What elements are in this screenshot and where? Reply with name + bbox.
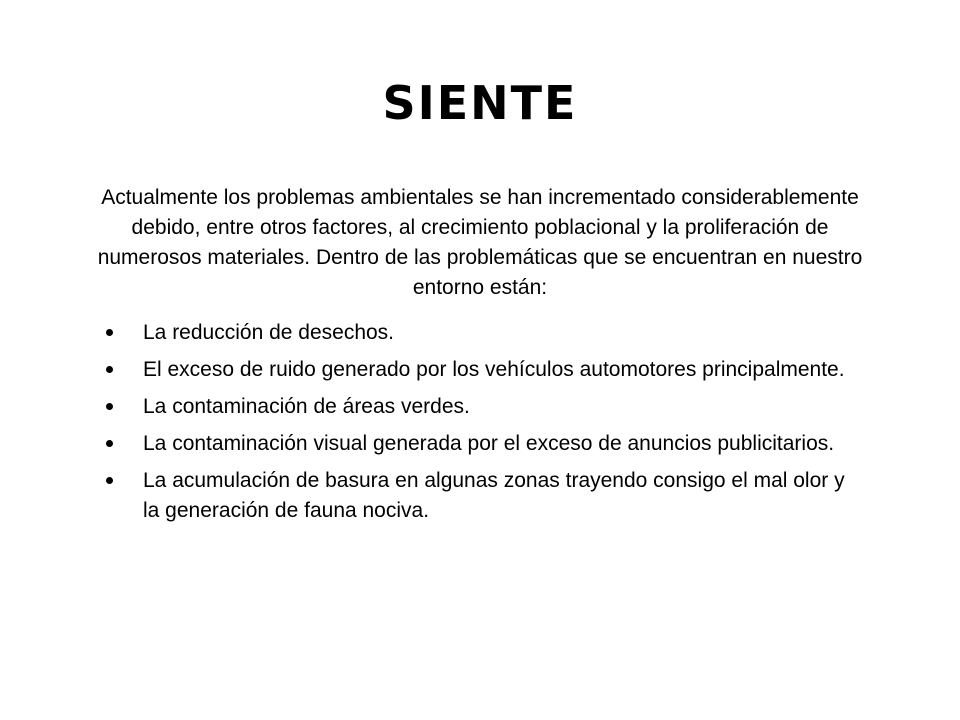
- intro-paragraph: Actualmente los problemas ambientales se han incrementado considerablemente debido, entre otros factores, al crecimiento poblacional y la proliferación de numerosos materiales. Dentro de las problemáticas que se encuentran en nuestro entorno están:: [97, 186, 863, 299]
- bullet-item: [96, 429, 864, 459]
- bullet-item: [96, 466, 864, 526]
- bullet-dot-icon: [106, 477, 113, 484]
- bullet-dot-icon: [106, 403, 113, 410]
- bullet-dot-icon: [106, 366, 113, 373]
- bullet-item: [96, 355, 864, 385]
- bullet-text: La acumulación de basura en algunas zonas trayendo consigo el mal olor y la generación de fauna nociva.: [143, 469, 845, 522]
- bullet-text: La reducción de desechos.: [143, 321, 395, 344]
- bullet-item: [96, 318, 864, 348]
- bullet-list: [96, 318, 864, 533]
- slide-title: SIENTE: [382, 76, 578, 130]
- bullet-text: La contaminación visual generada por el exceso de anuncios publicitarios.: [143, 432, 835, 455]
- bullet-text: El exceso de ruido generado por los vehículos automotores principalmente.: [143, 358, 845, 381]
- bullet-dot-icon: [106, 329, 113, 336]
- bullet-item: [96, 392, 864, 422]
- bullet-dot-icon: [106, 440, 113, 447]
- bullet-text: La contaminación de áreas verdes.: [143, 395, 470, 418]
